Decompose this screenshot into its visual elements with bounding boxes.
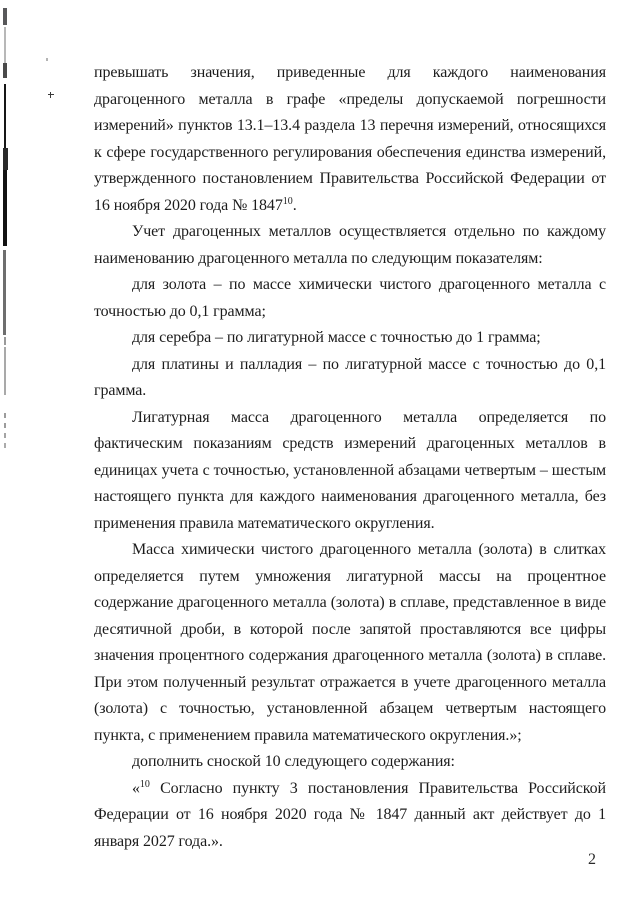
text-run: для платины и палладия – по лигатурной массе с точностью до 0,1 грамма. (94, 355, 606, 399)
page-number: 2 (588, 851, 596, 868)
scan-artifact (3, 148, 8, 170)
text-run: . (292, 196, 297, 214)
paragraph (94, 325, 606, 352)
document-body (94, 60, 606, 855)
plus-speck (50, 92, 51, 98)
paragraph (94, 352, 606, 405)
paragraph (94, 749, 606, 776)
paragraph (94, 405, 606, 538)
text-run: для золота – по массе химически чистого драгоценного металла с точностью до 0,1 грамма; (94, 276, 606, 320)
footnote-reference: 10 (139, 778, 150, 790)
text-run: Масса химически чистого драгоценного металла (золота) в слитках определяется путем умножения лигатурной массы на процентное содержание драгоценного металла (золота) в сплаве, представленное в виде десятичной дроби, в которой после запятой проставляются все цифры значения процентного содержания драгоценного металла (золота) в сплаве. При этом полученный результат отражается в учете драгоценного металла (золота) с точностью, установленной абзацем четвертым настоящего пункта, с применением правила математического округления.»; (94, 541, 606, 744)
scan-artifact (3, 63, 7, 78)
scan-artifact (4, 413, 6, 418)
scan-artifact (4, 423, 6, 428)
paragraph (94, 219, 606, 272)
text-run: превышать значения, приведенные для каждого наименования драгоценного металла в графе «пределы допускаемой погрешности измерений» пунктов 13.1–13.4 раздела 13 перечня измерений, относящихся к сфере государственного регулирования обеспечения единства измерений, утвержденного постановлением Правительства Российской Федерации от 16 ноября 2020 года № 1847 (94, 64, 606, 214)
scan-artifact (4, 337, 6, 345)
footnote-reference: 10 (282, 195, 293, 207)
paragraph (94, 60, 606, 219)
paragraph (94, 272, 606, 325)
scan-artifact (3, 170, 7, 246)
text-run: для серебра – по лигатурной массе с точностью до 1 грамма; (132, 329, 541, 346)
text-run: Лигатурная масса драгоценного металла определяется по фактическим показаниям средств измерений драгоценных металлов в единицах учета с точностью, установленной абзацами четвертым – шестым настоящего пункта для каждого наименования драгоценного металла, без применения правила математического округления. (94, 408, 606, 532)
scan-artifact (4, 433, 6, 438)
scan-artifact (4, 27, 6, 65)
paragraph (94, 537, 606, 749)
scan-artifact (3, 8, 7, 25)
text-run: Согласно пункту 3 постановления Правительства Российской Федерации от 16 ноября 2020 года № 1847 данный акт действует до 1 января 2027 года.». (94, 779, 606, 850)
scan-artifact (3, 250, 6, 335)
scan-artifact (46, 58, 48, 61)
plus-speck (48, 94, 54, 95)
scan-artifact (4, 84, 6, 148)
text-run: дополнить сноской 10 следующего содержания: (132, 753, 455, 770)
scan-artifact (4, 443, 6, 448)
text-run: « (132, 779, 140, 797)
paragraph (94, 776, 606, 856)
scan-artifact (4, 347, 6, 395)
text-run: Учет драгоценных металлов осуществляется отдельно по каждому наименованию драгоценного металла по следующим показателям: (94, 223, 606, 267)
